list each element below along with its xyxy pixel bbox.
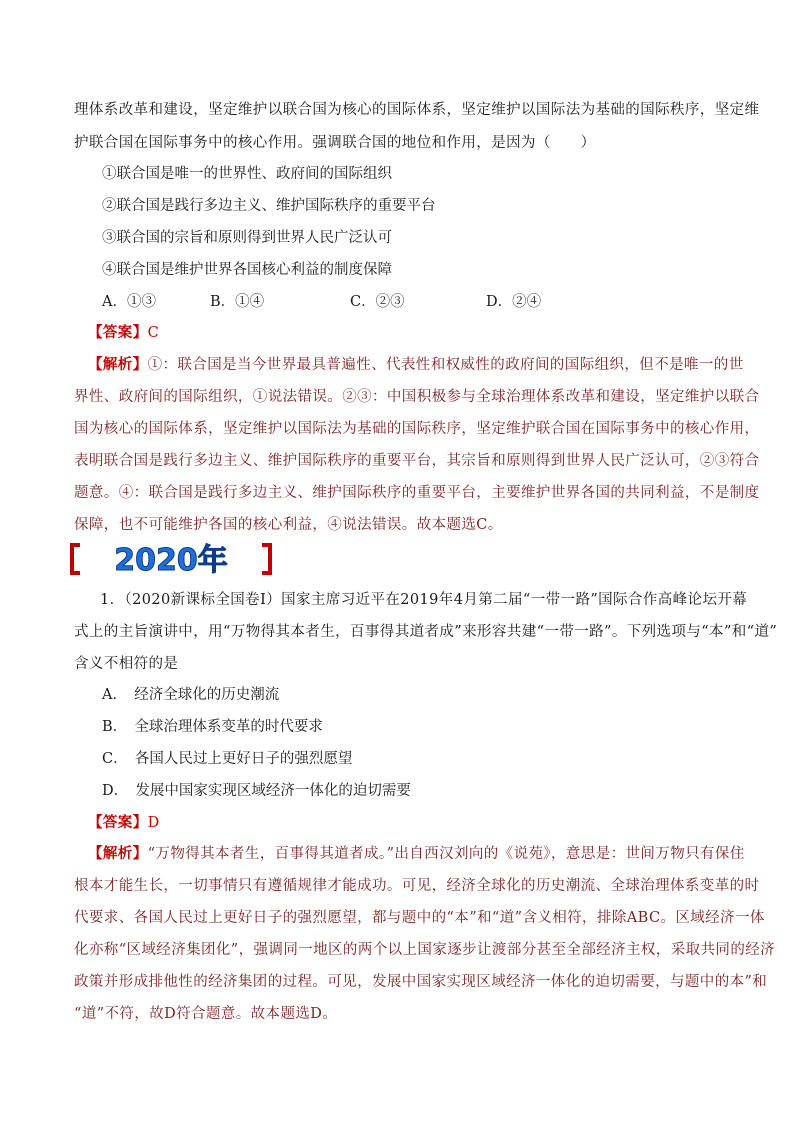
analysis-line: 题意。④：联合国是践行多边主义、维护国际秩序的重要平台，主要维护世界各国的共同利益，不是制度	[74, 485, 760, 501]
stem-line: 式上的主旨演讲中，用“万物得其本者生，百事得其道者成”来形容共建“一带一路”。下列选项与“本”和“道”	[74, 624, 778, 640]
answer-value: C	[147, 325, 160, 341]
choice-a: A． 经济全球化的历史潮流	[102, 687, 280, 703]
year-banner	[66, 541, 276, 577]
answer-value: D	[147, 815, 160, 831]
statement-list	[102, 163, 752, 281]
stem-line: 理体系改革和建设，坚定维护以联合国为核心的国际体系，坚定维护以国际法为基础的国际秩序，坚定维	[74, 102, 760, 118]
analysis-line: 国为核心的国际体系，坚定维护以国际法为基础的国际秩序，坚定维护联合国在国际事务中的核心作用，	[74, 421, 760, 437]
choice-d: D．②④	[486, 294, 542, 310]
choice-c: C． 各国人民过上更好日子的强烈愿望	[102, 751, 353, 767]
analysis-line: 表明联合国是践行多边主义、维护国际秩序的重要平台，其宗旨和原则得到世界人民广泛认可，②③符合	[74, 453, 760, 469]
statement-item: ②联合国是践行多边主义、维护国际秩序的重要平台	[102, 198, 436, 214]
analysis-line: “道”不符，故D符合题意。故本题选D。	[74, 1006, 338, 1022]
analysis-prev	[74, 354, 760, 536]
question-1-stem	[74, 589, 778, 675]
analysis-line: “万物得其本者生，百事得其道者成。”出自西汉刘向的《说苑》，意思是：世间万物只有保住	[147, 846, 745, 862]
answer-1	[88, 812, 738, 834]
statement-item: ①联合国是唯一的世界性、政府间的国际组织	[102, 166, 392, 182]
year-banner-text: 2020年	[114, 543, 228, 577]
question-stem-prev	[74, 99, 760, 154]
choice-b: B．①④	[210, 294, 265, 310]
choice-d: D． 发展中国家实现区域经济一体化的迫切需要	[102, 783, 411, 799]
analysis-line: 代要求、各国人民过上更好日子的强烈愿望，都与题中的“本”和“道”含义相符，排除ABC。区域经济一体	[74, 910, 765, 926]
choice-c: C．②③	[350, 294, 405, 310]
choice-a: A．①③	[102, 294, 156, 310]
statement-item: ④联合国是维护世界各国核心利益的制度保障	[102, 262, 392, 278]
analysis-line: ①：联合国是当今世界最具普遍性、代表性和权威性的政府间的国际组织，但不是唯一的世	[147, 357, 744, 373]
analysis-line: 政策并形成排他性的经济集团的过程。可见，发展中国家实现区域经济一体化的迫切需要，与题中的本”和	[74, 974, 768, 990]
analysis-line: 化亦称“区域经济集团化”，强调同一地区的两个以上国家逐步让渡部分甚至全部经济主权，采取共同的经济	[74, 942, 776, 958]
analysis-1	[74, 843, 776, 1025]
question-1-choices	[102, 684, 752, 802]
stem-line: 护联合国在国际事务中的核心作用。强调联合国的地位和作用，是因为（ ）	[74, 135, 596, 151]
answer-label: 【答案】	[88, 814, 148, 831]
analysis-line: 保障，也不可能维护各国的核心利益，④说法错误。故本题选C。	[74, 517, 503, 533]
analysis-line: 界性、政府间的国际组织，①说法错误。②③：中国积极参与全球治理体系改革和建设，坚定维护以联合	[74, 389, 760, 405]
choice-row	[102, 290, 702, 312]
analysis-label: 【解析】	[88, 845, 148, 862]
stem-line: 1．（2020新课标全国卷Ⅰ）国家主席习近平在2019年4月第二届“一带一路”国际合作高峰论坛开幕	[100, 592, 748, 608]
year-banner-graphic	[66, 541, 276, 577]
analysis-label: 【解析】	[88, 356, 148, 373]
analysis-line: 根本才能生长，一切事情只有遵循规律才能成功。可见，经济全球化的历史潮流、全球治理体系变革的时	[74, 878, 760, 894]
answer-prev	[88, 322, 738, 344]
answer-label: 【答案】	[88, 324, 148, 341]
choice-b: B． 全球治理体系变革的时代要求	[102, 719, 323, 735]
statement-item: ③联合国的宗旨和原则得到世界人民广泛认可	[102, 230, 392, 246]
stem-line: 含义不相符的是	[74, 656, 179, 672]
